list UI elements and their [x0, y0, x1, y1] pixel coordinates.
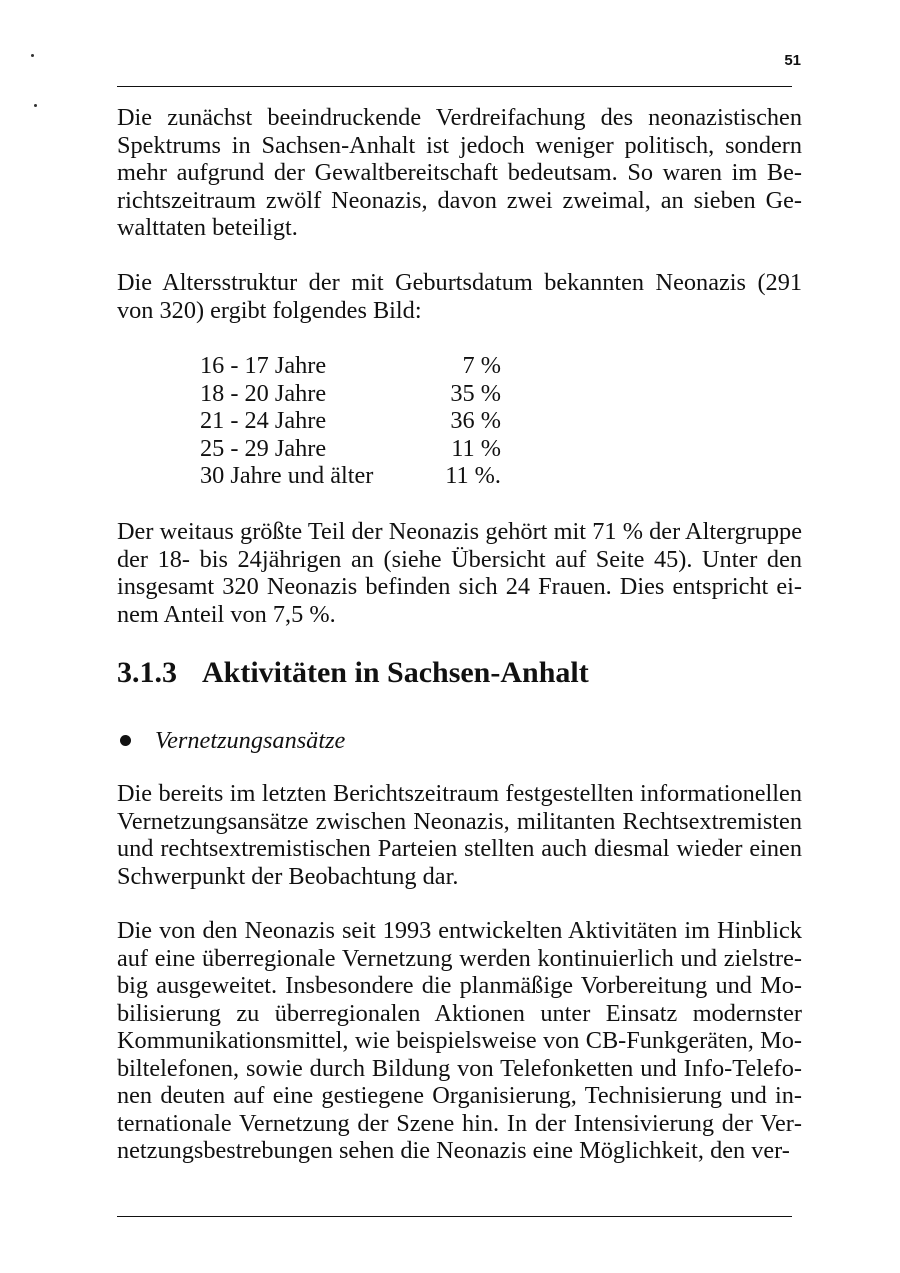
paragraph-age-summary: Der weitaus größte Teil der Neonazis gehört mit 71 % der Altergruppe der 18- bis 24jährigen an (siehe Übersicht auf Seite 45). Unter den insgesamt 320 Neonazis befinden sich 24 Frauen. Dies entspricht einem Anteil von 7,5 %.: [117, 518, 802, 628]
table-row: [200, 462, 501, 490]
table-row: [200, 407, 501, 435]
age-structure-table: [200, 352, 501, 490]
age-percent: 11 %.: [445, 462, 501, 489]
age-percent: 35 %: [450, 379, 501, 407]
header-rule: [117, 86, 792, 87]
section-number: 3.1.3: [117, 656, 177, 689]
age-range: 25 - 29 Jahre: [200, 434, 327, 462]
scan-speck: [34, 104, 37, 107]
age-range: 16 - 17 Jahre: [200, 352, 327, 379]
subsection-title: Vernetzungsansätze: [155, 727, 346, 754]
paragraph-intro: Die zunächst beeindruckende Verdreifachung des neonazistischen Spektrums in Sachsen-Anhalt ist jedoch weniger politisch, sondern mehr aufgrund der Gewaltbereitschaft bedeutsam. So waren im Berichtszeitraum zwölf Neonazis, davon zwei zweimal, an sieben Gewalttaten beteiligt.: [117, 104, 802, 241]
footer-rule: [117, 1216, 792, 1217]
paragraph-networking: Die bereits im letzten Berichtszeitraum festgestellten informationellen Vernetzungsansätze zwischen Neonazis, militanten Rechtsextremisten und rechtsextremistischen Parteien stellten auch diesmal wieder einen Schwerpunkt der Beobachtung dar.: [117, 780, 802, 890]
scan-speck: [31, 54, 34, 57]
age-range: 30 Jahre und älter: [200, 462, 374, 489]
subsection-heading: [117, 726, 345, 756]
paragraph-activities: Die von den Neonazis seit 1993 entwickelten Aktivitäten im Hinblick auf eine überregionale Vernetzung werden kontinuierlich und zielstrebig ausgeweitet. Insbesondere die planmäßige Vorbereitung und Mobilisierung zu überregionalen Aktionen unter Einsatz modernster Kommunikationsmittel, wie beispielsweise von CB-Funkgeräten, Mobiltelefonen, sowie durch Bildung von Telefonketten und Info-Telefonen deuten auf eine gestiegene Organisierung, Technisierung und internationale Vernetzung der Szene hin. In der Intensivierung der Vernetzungsbestrebungen sehen die Neonazis eine Möglichkeit, den ver-: [117, 917, 802, 1164]
age-percent: 36 %: [450, 407, 501, 434]
section-title: Aktivitäten in Sachsen-Anhalt: [202, 656, 589, 689]
age-percent: 11 %: [451, 434, 501, 462]
page-number: 51: [784, 52, 801, 69]
table-row: [200, 435, 501, 463]
bullet-icon: [120, 735, 131, 746]
table-row: [200, 380, 501, 408]
age-range: 21 - 24 Jahre: [200, 407, 327, 434]
age-percent: 7 %: [462, 352, 501, 379]
age-range: 18 - 20 Jahre: [200, 379, 327, 407]
section-heading: [117, 654, 589, 692]
paragraph-age-structure: Die Altersstruktur der mit Geburtsdatum bekannten Neonazis (291 von 320) ergibt folgendes Bild:: [117, 269, 802, 324]
table-row: [200, 352, 501, 380]
